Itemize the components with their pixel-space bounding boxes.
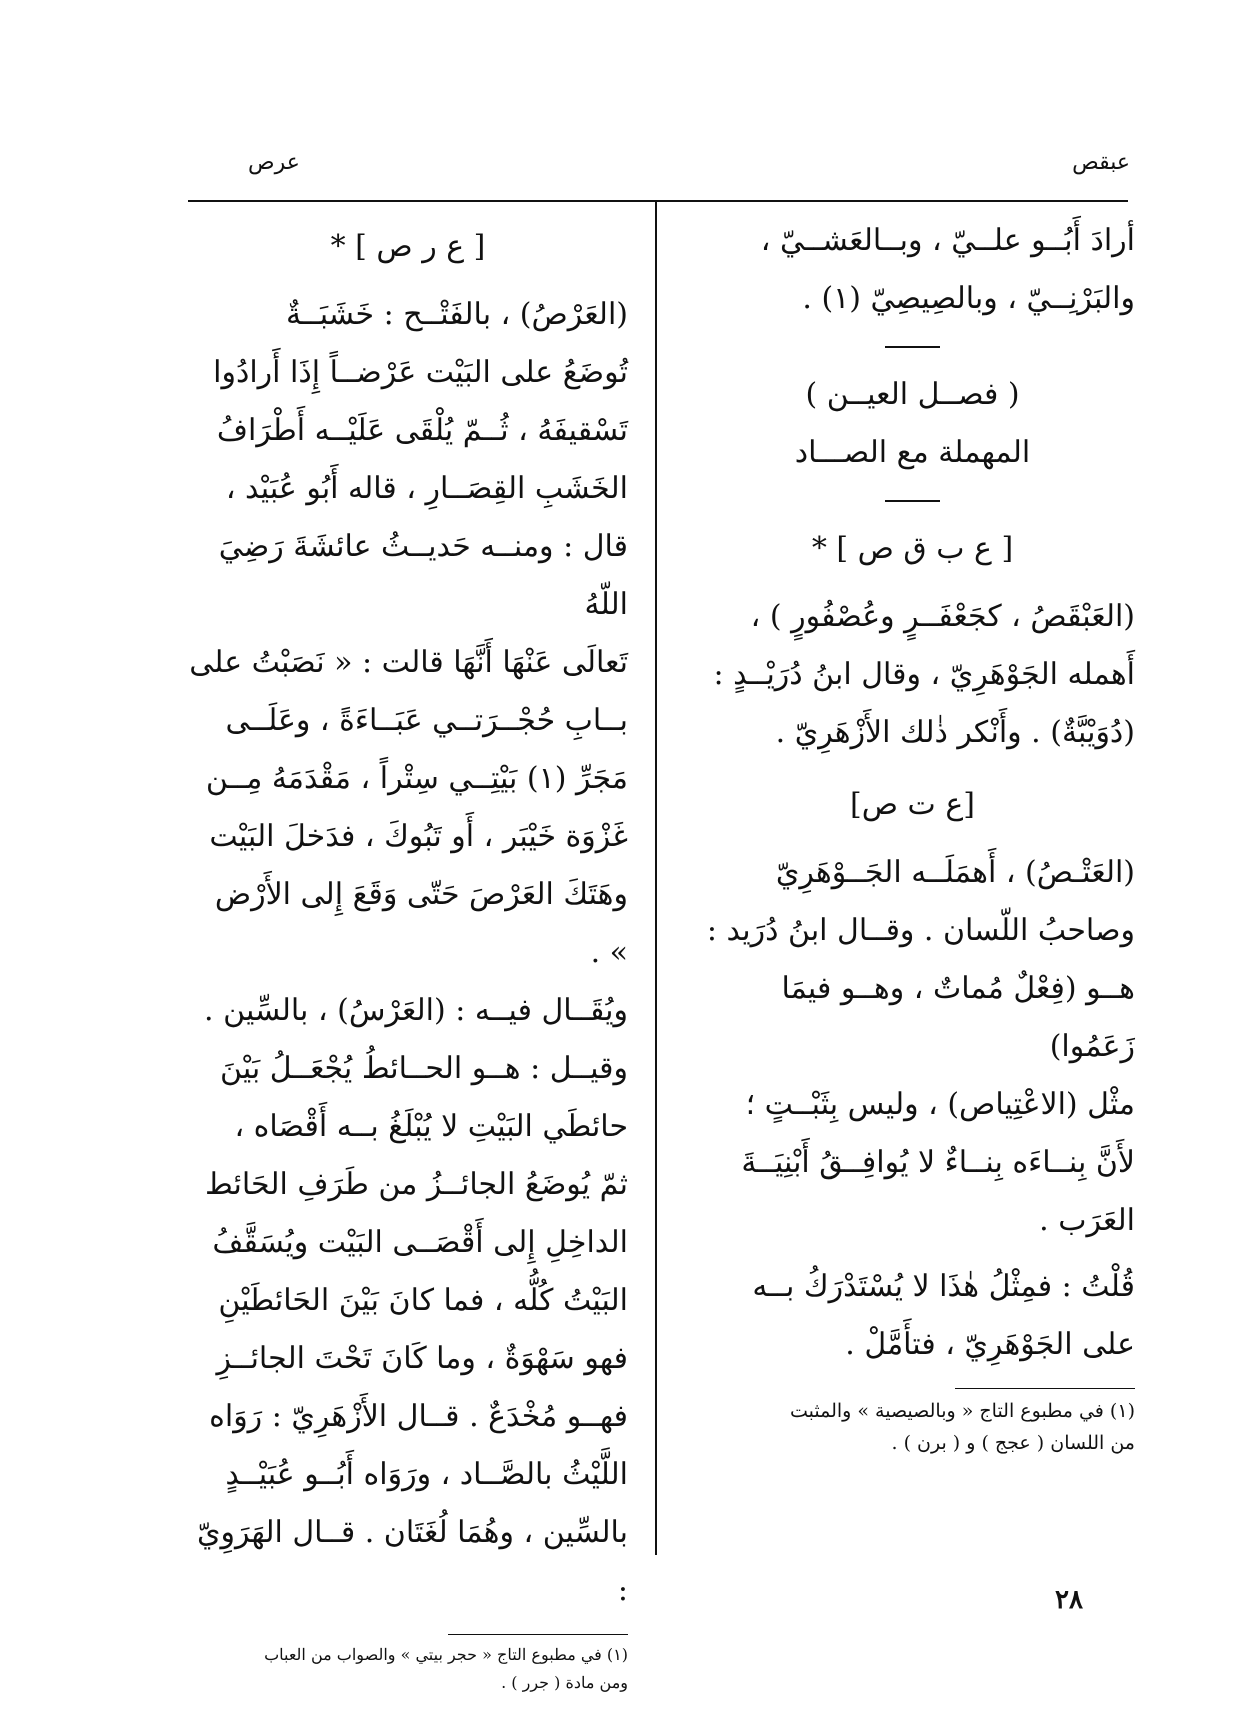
text-line: على الجَوْهَرِيّ ، فتأَمَّلْ .: [845, 1327, 1135, 1362]
text-line: أرادَ أَبُــو علــيّ ، وبــالعَشــيّ ،: [760, 223, 1135, 258]
text-line: الخَشَبِ القِصَــارِ ، قاله أَبُو عُبَيْد ،: [225, 471, 628, 506]
text-line: أَهمله الجَوْهَرِيّ ، وقال ابنُ دُرَيْــدٍ :: [713, 657, 1135, 692]
text-line: تَعالَى عَنْهَا أَنَّهَا قالت : « نَصَبْتُ على: [189, 645, 628, 680]
text-line: قُلْتُ : فمِثْلُ هٰذَا لا يُسْتَدْرَكُ بــه: [752, 1269, 1135, 1304]
entry-heading: [ ع ب ق ص ] *: [811, 531, 1014, 566]
running-head-left: عرص: [248, 150, 300, 175]
header-rule: [188, 200, 1128, 202]
footnote-rule: [448, 1634, 628, 1635]
footnote-rule: [955, 1388, 1135, 1389]
text-line: (العَرْصُ) ، بالفَتْــح : خَشَبَــةٌ: [286, 297, 628, 332]
right-column: [690, 212, 1135, 1459]
text-line: غَزْوَة خَيْبَر ، أَو تَبُوكَ ، فدَخلَ البَيْت: [209, 819, 628, 854]
left-column: [188, 212, 628, 1697]
text-line: فهو سَهْوَةٌ ، وما كَانَ تَحْتَ الجائــزِ: [216, 1341, 628, 1376]
text-line: تَسْقيفَهُ ، ثُــمّ يُلْقَى عَلَيْــه أَطْرَافُ: [216, 413, 628, 448]
text-line: (العَتْـصُ) ، أَهمَلَــه الجَــوْهَرِيّ: [775, 855, 1135, 890]
footnote-line: (١) في مطبوع التاج « حجر بيتي » والصواب من العباب: [264, 1645, 628, 1664]
text-line: بــابِ حُجْــرَتــي عَبَــاءَةً ، وعَلَــى: [225, 703, 628, 738]
text-line: وصاحبُ اللّسان . وقــال ابنُ دُرَيد :: [706, 913, 1135, 948]
text-line: البَيْتُ كُلُّه ، فما كانَ بَيْنَ الحَائطَيْنِ: [218, 1283, 628, 1318]
section-divider: [885, 500, 940, 502]
text-line: والبَرْنِــيّ ، وبالصِيصِيّ (١) .: [802, 281, 1135, 316]
footnote-line: ومن مادة ( جرر ) .: [501, 1673, 628, 1692]
section-title: ( فصــل العيــن ): [805, 377, 1020, 412]
text-line: الداخِلِ إِلى أَقْصَــى البَيْت ويُسَقَّفُ: [212, 1225, 628, 1260]
section-divider: [885, 346, 940, 348]
footnote-line: من اللسان ( عجج ) و ( برن ) .: [891, 1432, 1135, 1454]
text-line: (العَبْقَصُ ، كجَعْفَــرٍ وعُصْفُورٍ ) ،: [750, 599, 1135, 634]
column-separator: [655, 200, 657, 1555]
entry-heading: [ع ت ص]: [850, 787, 975, 822]
text-line: مَجَرِّ (١) بَيْتِــي سِتْراً ، مَقْدَمَهُ مِــن: [205, 761, 628, 796]
running-head-right: عبقص: [1072, 150, 1130, 175]
text-line: اللَّيْثُ بالصَّــاد ، ورَوَاه أَبُــو عُبَيْــدٍ: [225, 1457, 628, 1492]
text-line: وهَتَكَ العَرْصَ حَتّى وَقَعَ إِلى الأَرْض » .: [214, 877, 628, 970]
footnote-line: (١) في مطبوع التاج « وبالصيصية » والمثبت: [789, 1400, 1135, 1422]
text-line: وقيــل : هــو الحــائطُ يُجْعَــلُ بَيْنَ: [220, 1051, 628, 1086]
text-line: العَرَب .: [1039, 1203, 1135, 1238]
text-line: لأَنَّ بِنــاءَه بِنــاءٌ لا يُوافِــقُ أَبْنِيَــةَ: [741, 1145, 1135, 1180]
text-line: ويُقَــال فيــه : (العَرْسُ) ، بالسِّين .: [204, 993, 628, 1028]
text-line: قال : ومنــه حَديــثُ عائشَةَ رَضِيَ اللّهُ: [218, 529, 628, 622]
text-line: حائطَي البَيْتِ لا يُبْلَغُ بــه أَقْصَاه ،: [234, 1109, 628, 1144]
text-line: هــو (فِعْلٌ مُماتٌ ، وهــو فيمَا زَعَمُوا): [781, 971, 1135, 1064]
text-line: بالسِّين ، وهُمَا لُغَتَان . قــال الهَرَوِيّ :: [196, 1515, 628, 1608]
text-line: (دُوَيْبَّةٌ) . وأَنْكر ذٰلك الأَزْهَرِيّ .: [775, 715, 1135, 750]
entry-heading: [ ع ر ص ] *: [330, 229, 486, 264]
text-line: تُوضَعُ على البَيْت عَرْضــاً إِذَا أَرادُوا: [213, 355, 628, 390]
section-subtitle: المهملة مع الصـــاد: [794, 435, 1031, 470]
text-line: ثمّ يُوضَعُ الجائــزُ من طَرَفِ الحَائط: [205, 1167, 628, 1202]
page-number: ٢٨: [1055, 1585, 1083, 1615]
text-line: فهــو مُخْدَعٌ . قــال الأَزْهَرِيّ : رَوَاه: [209, 1399, 628, 1434]
text-line: مثْل (الاعْتِياص) ، وليس بِثَبْــتٍ ؛: [745, 1087, 1135, 1122]
